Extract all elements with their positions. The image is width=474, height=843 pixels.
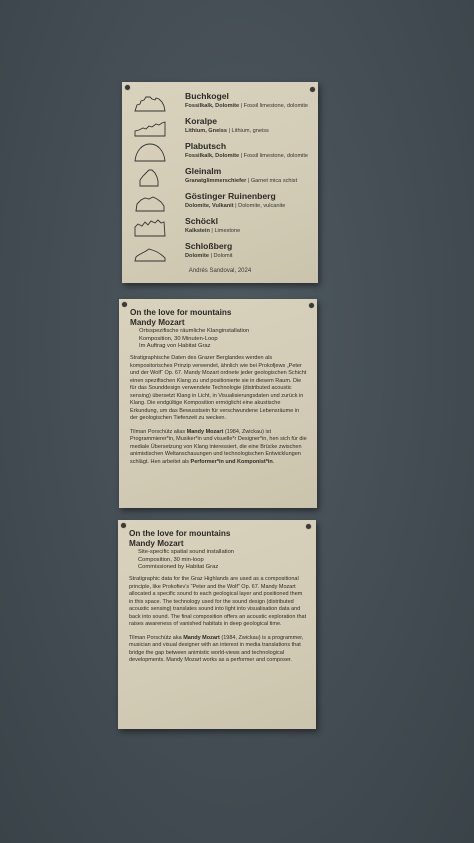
bio-text: Tilman Porschütz alias <box>130 428 187 435</box>
stone-de: Dolomite <box>185 253 209 259</box>
stone-en: Garnet mica schist <box>250 178 298 184</box>
buchkogel-outline-icon <box>134 92 166 112</box>
meta-line: Composition, 30 min-loop <box>138 556 204 563</box>
ruinenberg-outline-icon <box>134 192 166 212</box>
mountain-name: Plabutsch <box>185 141 227 151</box>
mountain-name: Gleinalm <box>185 166 222 176</box>
mountain-name: Buchkogel <box>185 91 229 101</box>
bio-artist-name: Mandy Mozart <box>186 428 224 435</box>
mountain-entry: Schloßberg Dolomite | Dolomit <box>134 241 302 263</box>
stone-de: Kalkstein <box>185 228 210 234</box>
mountain-entry: Göstinger Ruinenberg Dolomite, Vulkanit | Dolomite, vulcanite <box>134 191 302 213</box>
stone-en: Lithium, gneiss <box>231 128 269 134</box>
mountain-name: Göstinger Ruinenberg <box>185 191 276 201</box>
bio-paragraph <box>129 635 307 665</box>
mountain-name: Koralpe <box>185 116 217 126</box>
artist-name: Mandy Mozart <box>129 538 184 548</box>
stone-en: Dolomit <box>213 253 233 259</box>
bio-artist-name: Mandy Mozart <box>183 634 220 641</box>
label-plaque-german <box>119 299 317 508</box>
artist-credit: Andrés Sandoval, 2024 <box>188 268 252 274</box>
work-meta <box>138 549 307 571</box>
pin-top-left <box>122 302 127 307</box>
mountain-entry: Buchkogel Fossilkalk, Dolomite | Fossil limestone, dolomite <box>134 91 302 113</box>
bio-text: Tilman Porschütz aka <box>129 634 184 641</box>
bio-text: (1984, Zwickau) ist Programmierer*in, Musiker*in und visuelle*r Designer*in, hen sich für die mediale Übersetzung von Klang interessiert, die eine Brücke zwischen animistischen Weltanschauungen und technologischen Entwicklungen schlägt. Hen arbeitet als <box>130 428 307 465</box>
meta-line: Site-specific spatial sound installation <box>138 549 235 556</box>
stone-de: Fossilkalk, Dolomite <box>185 153 240 159</box>
label-plaque-english <box>118 520 316 729</box>
mountain-entry: Gleinalm Granatglimmerschiefer | Garnet mica schist <box>134 166 302 188</box>
meta-line: Komposition, 30 Minuten-Loop <box>139 335 218 342</box>
schlossberg-outline-icon <box>134 242 166 262</box>
mountain-entry: Plabutsch Fossilkalk, Dolomite | Fossil limestone, dolomite <box>134 141 302 163</box>
work-title: On the love for mountains <box>129 529 231 538</box>
plaque-text <box>130 308 308 466</box>
description-paragraph: Stratigraphische Daten des Grazer Berglandes werden als kompositorisches Prinzip verwendet, ähnlich wie bei Prokofjews „Peter und der Wolf“ Op. 67. Mandy Mozart ordnete jeder geologischen Schicht einen spezifischen Klang zu und positionierte sie in diesem Raum. Die für das Sounddesign verwendete Technologie (distributed acoustic sensing) übersetzt Klang in Licht, in Visualisierungsdaten und zurück in Klang. Die endgültige Komposition ermöglicht eine akustische Erkundung, um das Bewusstsein für verschwundene Lebensräume in der geologischen Tiefenzeit zu wecken. <box>130 355 307 422</box>
bio-paragraph <box>130 429 308 467</box>
stone-de: Lithium, Gneiss <box>185 128 227 134</box>
pin-top-left <box>121 523 126 528</box>
stone-de: Granatglimmerschiefer <box>185 178 247 184</box>
mountain-legend-plaque <box>122 82 318 283</box>
pin-top-right <box>309 303 314 308</box>
meta-line: Ortsspezifische räumliche Klanginstallation <box>139 328 250 335</box>
koralpe-outline-icon <box>134 117 166 137</box>
bio-role: Performer*in und Komponist*in <box>190 458 273 465</box>
meta-line: Commissioned by Habitat Graz <box>138 564 219 570</box>
stone-en: Fossil limestone, dolomite <box>243 103 309 109</box>
mountain-entry: Koralpe Lithium, Gneiss | Lithium, gneiss <box>134 116 302 138</box>
pin-top-right <box>310 87 315 92</box>
stone-en: Fossil limestone, dolomite <box>243 153 309 159</box>
stone-de: Dolomite, Vulkanit <box>185 203 234 209</box>
work-title: On the love for mountains <box>130 308 232 317</box>
schoeckl-outline-icon <box>134 217 166 237</box>
mountain-entry: Schöckl Kalkstein | Limestone <box>134 216 302 238</box>
plabutsch-outline-icon <box>134 142 166 162</box>
meta-line: Im Auftrag von Habitat Graz <box>139 343 211 349</box>
work-meta <box>139 328 308 350</box>
stone-de: Fossilkalk, Dolomite <box>185 103 240 109</box>
description-paragraph: Stratigraphic data for the Graz Highlands are used as a compositional principle, like Prokofiev’s “Peter and the Wolf” Op. 67. Mandy Mozart allocated a specific sound to each geological layer and positioned them in this space. The technology used for the sound design (distributed acoustic sensing) translates sound into light into visualisation data and back into sound. The final composition offers an acoustic exploration that raises awareness of vanished habitats in deep geological time. <box>129 576 307 628</box>
mountain-name: Schloßberg <box>185 241 233 251</box>
artist-name: Mandy Mozart <box>130 317 185 327</box>
plaque-text <box>129 529 307 665</box>
bio-text: . <box>272 458 275 465</box>
stone-en: Limestone <box>214 228 241 234</box>
gleinalm-outline-icon <box>134 167 166 187</box>
bio-text: (1984, Zwickau) is a programmer, musician and visual designer with an interest in media translations that bridge the gap between animistic world-views and technological developments. Mandy Mozart works as a performer and composer. <box>129 634 304 664</box>
mountain-name: Schöckl <box>185 216 218 226</box>
stone-en: Dolomite, vulcanite <box>238 203 286 209</box>
pin-top-left <box>125 85 130 90</box>
